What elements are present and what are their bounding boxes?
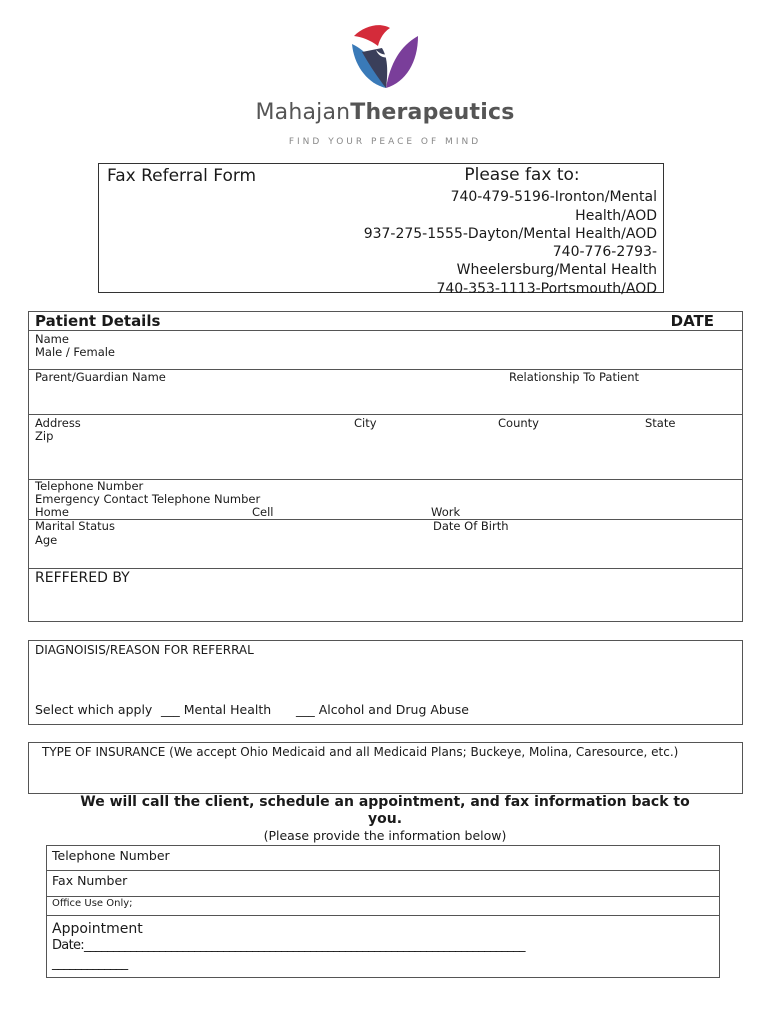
referred-by-label: REFFERED BY	[35, 570, 130, 586]
patient-details-heading: Patient Details	[35, 312, 161, 330]
company-logo	[348, 22, 422, 90]
county-label: County	[498, 416, 539, 430]
fax-heading: Please fax to:	[464, 165, 580, 185]
diagnosis-heading: DIAGNOISIS/REASON FOR REFERRAL	[35, 643, 254, 657]
date-label: DATE	[670, 312, 714, 330]
brand-name: MahajanTherapeutics	[255, 100, 515, 125]
state-label: State	[645, 416, 676, 430]
brand-tagline: FIND YOUR PEACE OF MIND	[288, 137, 482, 147]
fax-line: 937-275-1555-Dayton/Mental Health/AOD	[363, 225, 657, 242]
city-label: City	[354, 416, 377, 430]
insurance-box[interactable]	[28, 742, 743, 794]
form-title: Fax Referral Form	[107, 166, 257, 186]
fax-line: Health/AOD	[575, 207, 657, 224]
name-label: Name	[35, 332, 69, 346]
referred-by-box[interactable]	[28, 568, 743, 622]
appointment-box[interactable]	[46, 915, 720, 978]
dob-label: Date Of Birth	[433, 519, 509, 533]
age-label: Age	[35, 533, 58, 547]
cell-label: Cell	[252, 505, 274, 519]
appointment-date-line-continued[interactable]: _____________	[52, 956, 128, 971]
work-label: Work	[431, 505, 461, 519]
home-label: Home	[35, 505, 69, 519]
office-use-box	[46, 896, 720, 916]
alcohol-drug-option[interactable]: ___ Alcohol and Drug Abuse	[296, 702, 469, 717]
guardian-label: Parent/Guardian Name	[35, 370, 166, 384]
address-row[interactable]	[28, 414, 743, 480]
zip-label: Zip	[35, 429, 54, 443]
select-label: Select which apply	[35, 702, 153, 717]
marital-label: Marital Status	[35, 519, 115, 533]
fax-line: Wheelersburg/Mental Health	[456, 262, 657, 279]
relationship-label: Relationship To Patient	[509, 370, 640, 384]
appointment-date-line[interactable]: Date:____________________________________________________________________________	[52, 938, 525, 953]
patient-details-header	[28, 311, 743, 331]
callback-fax-label: Fax Number	[52, 873, 128, 888]
fax-numbers	[327, 166, 657, 298]
fax-line: 740-776-2793-	[552, 244, 657, 261]
address-label: Address	[35, 416, 81, 430]
mental-health-option[interactable]: ___ Mental Health	[161, 702, 272, 717]
guardian-row[interactable]	[28, 369, 743, 415]
callback-telephone-box[interactable]	[46, 845, 720, 871]
name-row[interactable]	[28, 330, 743, 370]
insurance-label: TYPE OF INSURANCE (We accept Ohio Medicaid and all Medicaid Plans; Buckeye, Molina, Caresource, etc.)	[42, 745, 679, 759]
appointment-label: Appointment	[52, 921, 143, 937]
fax-info-box	[98, 163, 664, 297]
telephone-row[interactable]	[28, 479, 743, 520]
sex-label: Male / Female	[35, 345, 116, 359]
fax-line: 740-479-5196-Ironton/Mental	[450, 189, 657, 206]
office-use-label: Office Use Only;	[52, 898, 133, 909]
diagnosis-box[interactable]	[28, 640, 743, 725]
callback-note: (Please provide the information below)	[263, 828, 507, 843]
marital-row[interactable]	[28, 519, 743, 569]
callback-telephone-label: Telephone Number	[52, 848, 170, 863]
emergency-label: Emergency Contact Telephone Number	[35, 492, 261, 506]
telephone-label: Telephone Number	[35, 479, 144, 493]
callback-line-1: We will call the client, schedule an appointment, and fax information back to	[80, 794, 690, 810]
callback-line-2: you.	[367, 811, 403, 827]
callback-fax-box[interactable]	[46, 870, 720, 897]
fax-line: 740-353-1113-Portsmouth/AOD	[436, 280, 657, 297]
